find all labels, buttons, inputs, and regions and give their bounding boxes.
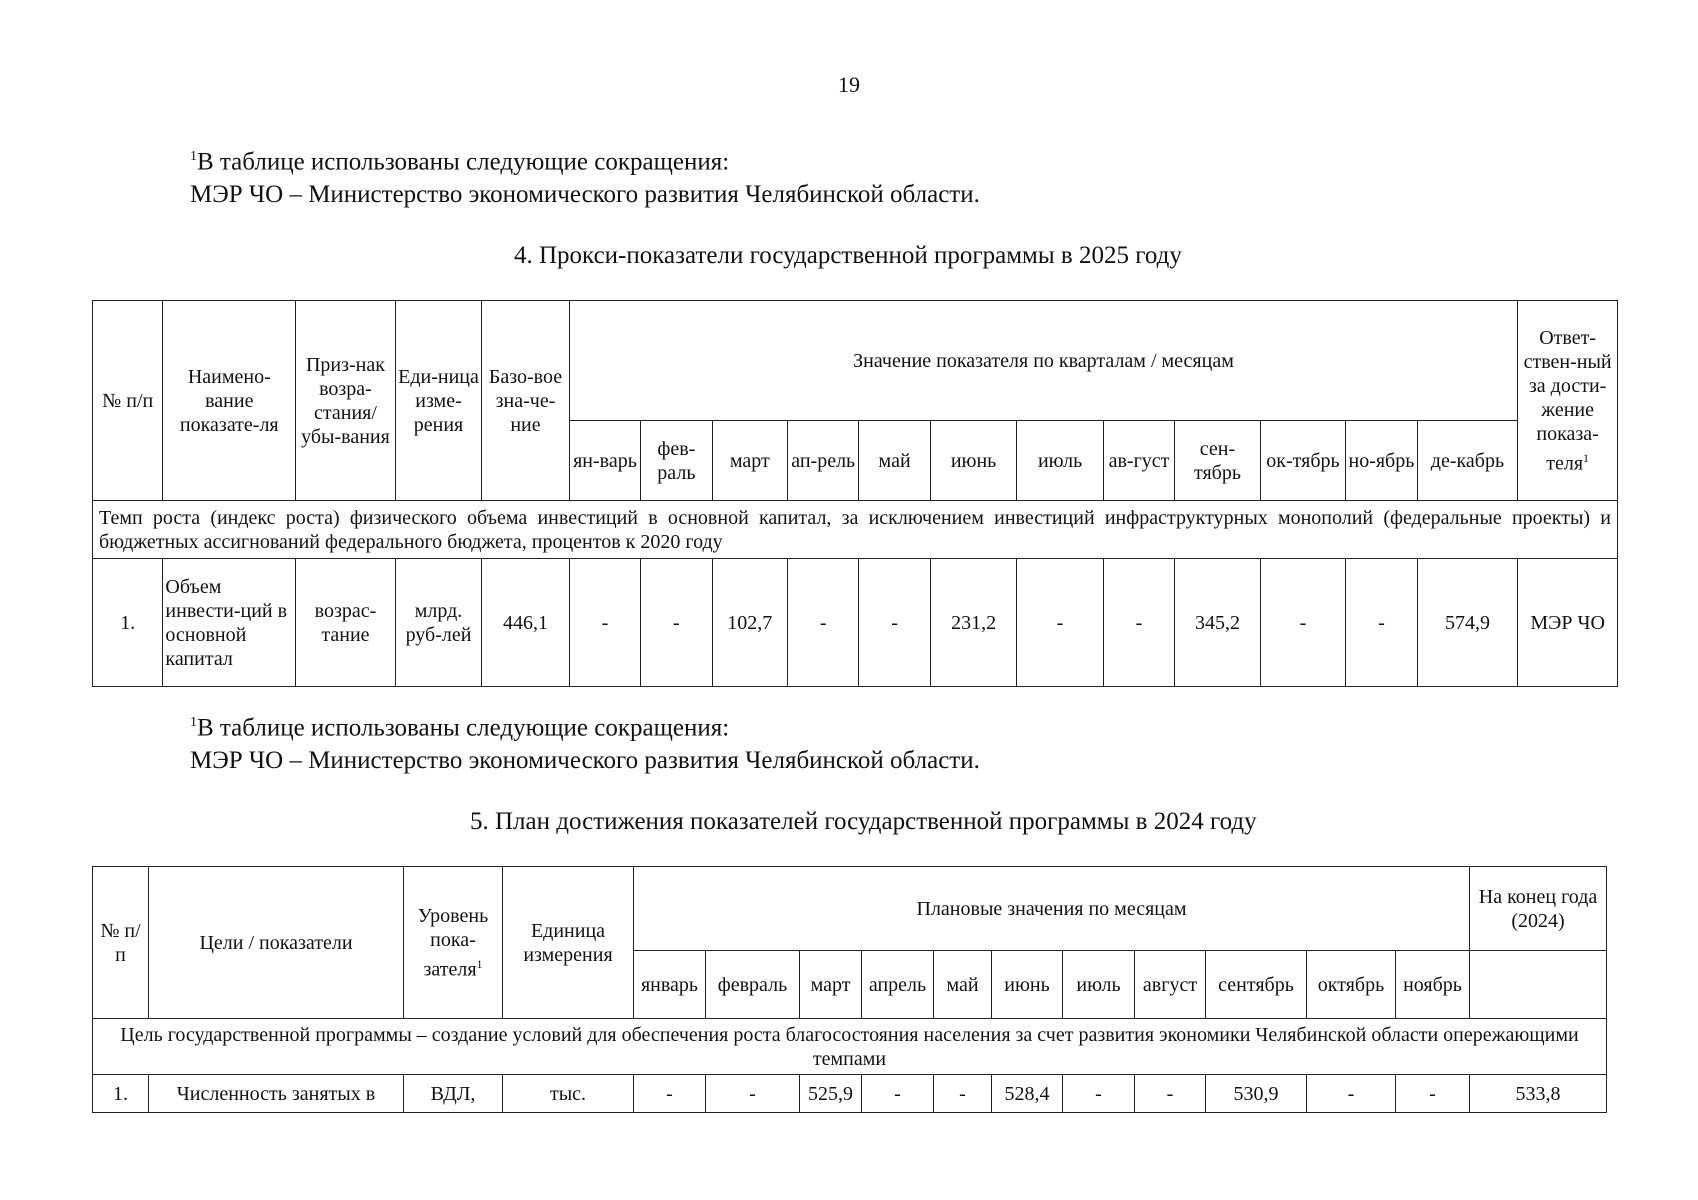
month-jul: июль [1063,951,1135,1019]
month-may: май [934,951,992,1019]
row-value: 102,7 [712,559,787,687]
footnote-definition: МЭР ЧО – Министерство экономического развития Челябинской области. [190,181,980,209]
month-sep: сентябрь [1206,951,1307,1019]
indicator-group-row: Темп роста (индекс роста) физического объема инвестиций в основной капитал, за исключением инвестиций инфраструктурных монополий (федеральные проекты) и бюджетных ассигнований федерального бюджета, процентов к 2020 году [93,501,1618,559]
footnote-marker: 1 [190,149,197,164]
month-oct: ок-тябрь [1260,421,1346,501]
header-level: Уровень пока-зателя$^1$ [404,867,503,1019]
month-aug: август [1135,951,1206,1019]
row-year-end: 533,8 [1470,1075,1607,1113]
month-feb: февраль [706,951,800,1019]
section-4-title: 4. Прокси-показатели государственной программы в 2025 году [514,242,1182,269]
header-unit: Еди-ница изме-рения [395,301,482,501]
row-value: - [934,1075,992,1113]
header-name: Наимено-вание показате-ля [163,301,296,501]
row-value: - [634,1075,706,1113]
row-value: - [1103,559,1174,687]
row-value: - [1260,559,1346,687]
month-oct: октябрь [1307,951,1396,1019]
row-value: - [788,559,859,687]
row-unit: млрд. руб-лей [395,559,482,687]
month-aug: ав-густ [1103,421,1174,501]
footnote-definition: МЭР ЧО – Министерство экономического развития Челябинской области. [190,747,980,775]
month-jan: ян-варь [569,421,640,501]
plan-indicators-table [92,866,1607,1113]
row-value: - [1063,1075,1135,1113]
month-dec: де-кабрь [1417,421,1518,501]
header-year-end-blank [1470,951,1607,1019]
month-sep: сен-тябрь [1175,421,1261,501]
header-sign: Приз-нак возра-стания/ убы-вания [296,301,396,501]
row-value: 530,9 [1206,1075,1307,1113]
row-value: - [569,559,640,687]
row-value: 345,2 [1175,559,1261,687]
month-jan: январь [634,951,706,1019]
month-jun: июнь [992,951,1063,1019]
goal-row: Цель государственной программы – создание условий для обеспечения роста благосостояния населения за счет развития экономики Челябинской области опережающими темпами [93,1019,1607,1075]
row-num: 1. [93,1075,149,1113]
row-responsible: МЭР ЧО [1518,559,1618,687]
proxy-indicators-table [92,300,1618,687]
row-num: 1. [93,559,163,687]
row-value: 525,9 [800,1075,862,1113]
header-year-end: На конец года (2024) [1470,867,1607,951]
footnote-intro: В таблице использованы следующие сокращения: [197,714,730,742]
footnote-abbreviations-1 [190,140,980,211]
row-value: 528,4 [992,1075,1063,1113]
header-num: № п/п [93,301,163,501]
month-nov: но-ябрь [1346,421,1417,501]
header-plan-group: Плановые значения по месяцам [634,867,1470,951]
month-jun: июнь [930,421,1017,501]
row-name: Численность занятых в [149,1075,404,1113]
header-num: № п/п [93,867,149,1019]
header-unit: Единица измерения [503,867,634,1019]
row-value: - [1396,1075,1470,1113]
row-value: - [862,1075,934,1113]
month-mar: март [800,951,862,1019]
row-value: - [859,559,930,687]
month-mar: март [712,421,787,501]
row-name: Объем инвести-ций в основной капитал [163,559,296,687]
header-goals: Цели / показатели [149,867,404,1019]
month-jul: июль [1017,421,1104,501]
header-responsible: Ответ-ствен-ный за дости-жение показа-теля$^1$ [1518,301,1618,501]
row-value: 231,2 [930,559,1017,687]
month-nov: ноябрь [1396,951,1470,1019]
row-value: - [641,559,712,687]
row-value: - [1346,559,1417,687]
footnote-abbreviations-2 [190,706,980,777]
row-value: 574,9 [1417,559,1518,687]
section-5-title: 5. План достижения показателей государственной программы в 2024 году [470,808,1257,835]
month-apr: апрель [862,951,934,1019]
footnote-intro: В таблице использованы следующие сокращения: [197,148,730,176]
row-level: ВДЛ, [404,1075,503,1113]
row-sign: возрас-тание [296,559,396,687]
row-base: 446,1 [482,559,570,687]
footnote-marker: 1 [190,715,197,730]
header-values-group: Значение показателя по кварталам / месяцам [569,301,1518,421]
header-base: Базо-вое зна-че-ние [482,301,570,501]
row-value: - [1135,1075,1206,1113]
page-number: 19 [838,72,860,97]
month-feb: фев-раль [641,421,712,501]
row-value: - [1307,1075,1396,1113]
row-value: - [706,1075,800,1113]
row-unit: тыс. [503,1075,634,1113]
month-apr: ап-рель [788,421,859,501]
month-may: май [859,421,930,501]
row-value: - [1017,559,1104,687]
